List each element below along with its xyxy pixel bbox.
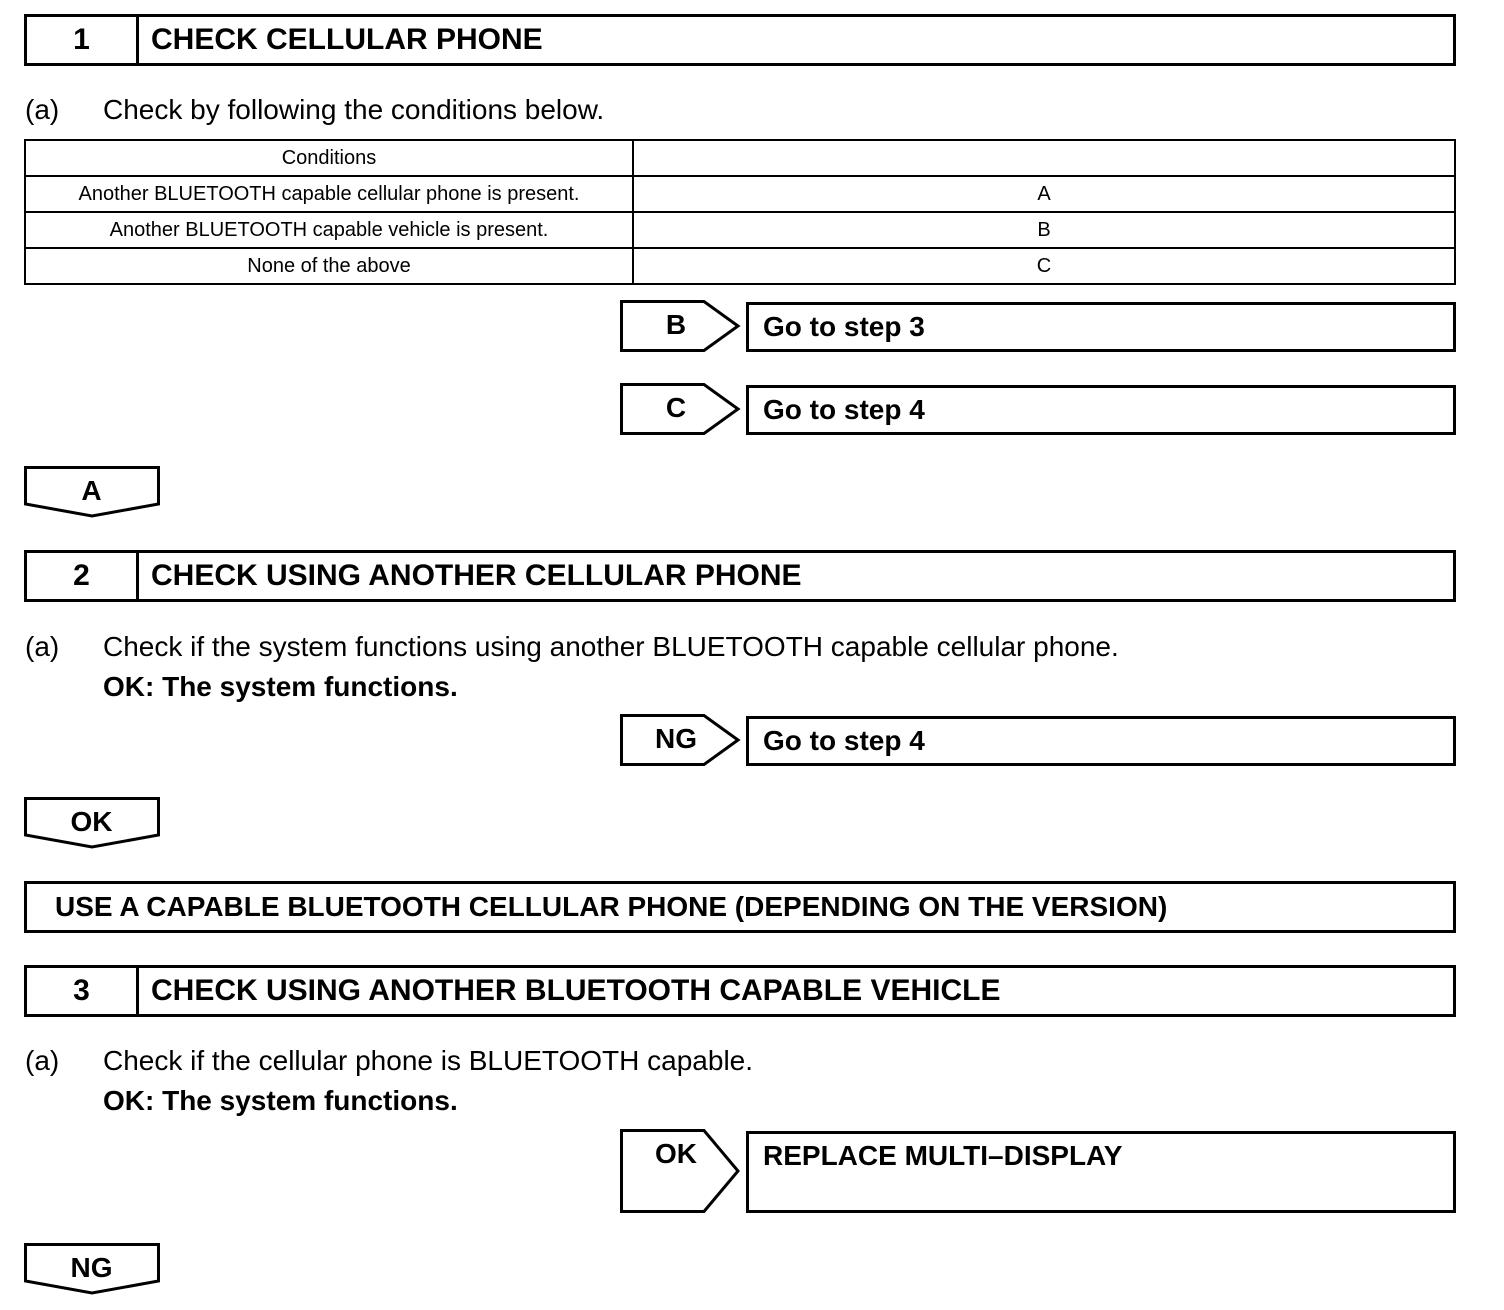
step-number: 3 [27, 968, 139, 1014]
step-number: 1 [27, 17, 139, 63]
table-cell-condition: Another BLUETOOTH capable cellular phone is present. [25, 176, 633, 212]
instruction-label: (a) [25, 94, 60, 125]
target-text: Go to step 4 [763, 394, 925, 425]
continue-label: NG [70, 1252, 113, 1283]
target-text: REPLACE MULTI–DISPLAY [763, 1140, 1123, 1171]
table-header-cell [633, 140, 1455, 176]
table-cell-condition: None of the above [25, 248, 633, 284]
instruction-label: (a) [25, 1045, 60, 1076]
table-header-row [25, 140, 1455, 176]
table-cell-condition: Another BLUETOOTH capable vehicle is present. [25, 212, 633, 248]
branch-label: NG [655, 723, 697, 754]
table-cell-result: A [633, 176, 1455, 212]
continue-label: A [81, 475, 102, 506]
target-text: Go to step 3 [763, 311, 925, 342]
ok-condition-text: OK: The system functions. [103, 671, 458, 702]
table-row [25, 176, 1455, 212]
step-2-header [24, 550, 1456, 602]
table-row [25, 248, 1455, 284]
conditions-table [24, 139, 1456, 285]
branch-label: OK [655, 1138, 697, 1169]
step-number: 2 [27, 553, 139, 599]
instruction-text: Check by following the conditions below. [103, 94, 605, 125]
instruction-label: (a) [25, 631, 60, 662]
target-text: Go to step 4 [763, 725, 925, 756]
go-to-step-3-box[interactable] [746, 302, 1456, 352]
instruction-text: Check if the system functions using another BLUETOOTH capable cellular phone. [103, 631, 1119, 662]
replace-multi-display-box[interactable] [746, 1131, 1456, 1213]
result-box: USE A CAPABLE BLUETOOTH CELLULAR PHONE (DEPENDING ON THE VERSION) [24, 881, 1456, 933]
step-title: CHECK USING ANOTHER CELLULAR PHONE [151, 559, 802, 592]
branch-label: B [665, 309, 687, 340]
table-cell-result: B [633, 212, 1455, 248]
ok-condition-text: OK: The system functions. [103, 1085, 458, 1116]
go-to-step-4-box[interactable] [746, 385, 1456, 435]
step-title: CHECK USING ANOTHER BLUETOOTH CAPABLE VEHICLE [151, 974, 1001, 1007]
table-row [25, 212, 1455, 248]
go-to-step-4-box[interactable] [746, 716, 1456, 766]
step-title: CHECK CELLULAR PHONE [151, 23, 543, 56]
instruction-text: Check if the cellular phone is BLUETOOTH capable. [103, 1045, 754, 1076]
table-cell-result: C [633, 248, 1455, 284]
branch-label: C [665, 392, 687, 423]
table-header-cell: Conditions [25, 140, 633, 176]
continue-label: OK [70, 806, 113, 837]
step-1-header [24, 14, 1456, 66]
step-3-header [24, 965, 1456, 1017]
